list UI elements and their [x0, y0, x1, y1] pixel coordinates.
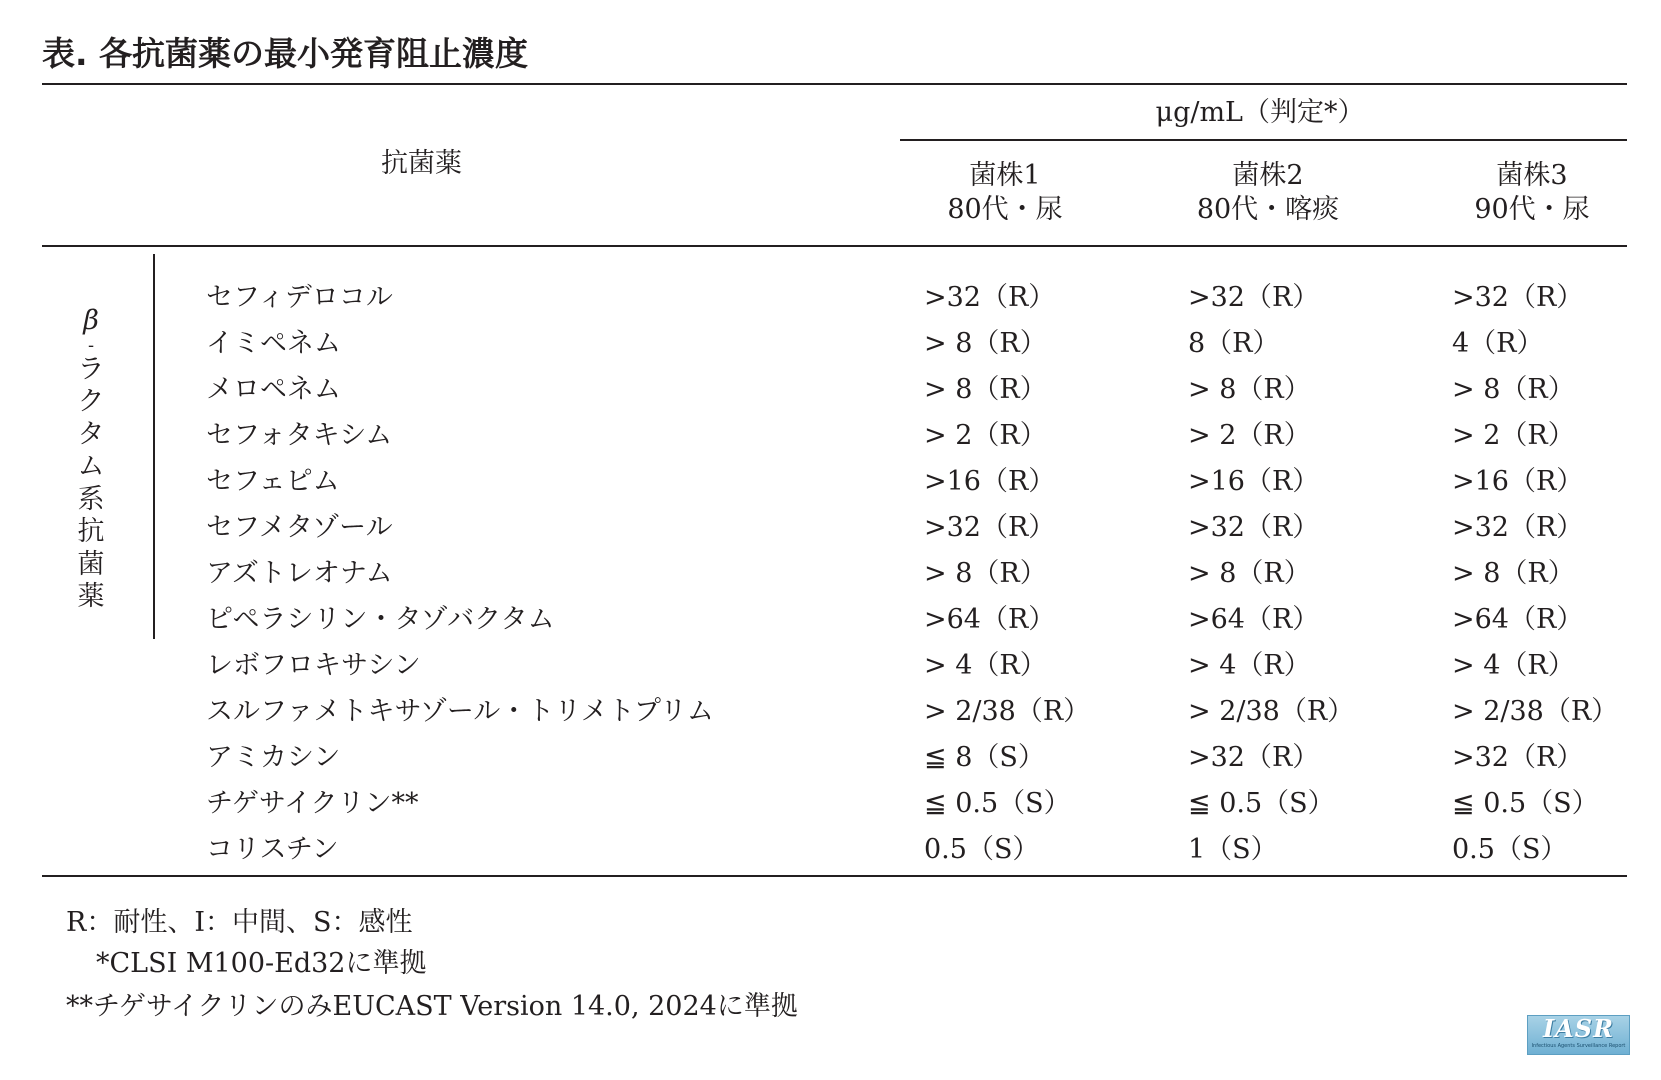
mic-value-strain-2: ≦ 0.5（S）	[1188, 788, 1335, 819]
table-row	[0, 367, 1661, 413]
drug-name: レボフロキサシン	[206, 650, 421, 681]
mic-value-strain-2: >32（R）	[1188, 742, 1320, 773]
table-row	[0, 735, 1661, 781]
strain-2-name: 菌株2	[1232, 160, 1304, 191]
table-row	[0, 459, 1661, 505]
drug-name: アズトレオナム	[206, 558, 393, 589]
mic-value-strain-2: 8（R）	[1188, 328, 1280, 359]
table-row	[0, 505, 1661, 551]
drug-name: ピペラシリン・タゾバクタム	[206, 604, 555, 635]
unit-header: μg/mL（判定*）	[1155, 97, 1365, 128]
mic-value-strain-1: ≦ 8（S）	[924, 742, 1045, 773]
mic-value-strain-3: 4（R）	[1452, 328, 1544, 359]
table-row	[0, 597, 1661, 643]
mic-value-strain-1: >16（R）	[924, 466, 1056, 497]
table-row	[0, 413, 1661, 459]
mic-value-strain-1: >32（R）	[924, 512, 1056, 543]
mic-value-strain-3: > 2/38（R）	[1452, 696, 1619, 727]
mic-value-strain-3: >32（R）	[1452, 512, 1584, 543]
mic-value-strain-1: > 8（R）	[924, 374, 1047, 405]
mic-value-strain-3: 0.5（S）	[1452, 834, 1568, 865]
footnote-clsi: *CLSI M100-Ed32に準拠	[96, 948, 427, 979]
top-rule	[42, 83, 1627, 85]
table-row	[0, 275, 1661, 321]
mic-value-strain-1: >32（R）	[924, 282, 1056, 313]
mic-value-strain-3: >32（R）	[1452, 742, 1584, 773]
drug-name: セフェピム	[206, 466, 340, 497]
mic-value-strain-2: 1（S）	[1188, 834, 1278, 865]
drug-name: イミペネム	[206, 328, 341, 359]
unit-rule	[900, 139, 1627, 141]
mic-value-strain-1: 0.5（S）	[924, 834, 1040, 865]
table-row	[0, 643, 1661, 689]
footnote-eucast: **チゲサイクリンのみEUCAST Version 14.0, 2024に準拠	[66, 991, 798, 1022]
iasr-logo: IASR Infectious Agents Surveillance Report	[1527, 1015, 1630, 1055]
drug-name: メロペネム	[206, 374, 341, 405]
drug-name: コリスチン	[206, 834, 339, 865]
mic-value-strain-3: > 2（R）	[1452, 420, 1575, 451]
mic-value-strain-2: > 2（R）	[1188, 420, 1311, 451]
mic-value-strain-2: >16（R）	[1188, 466, 1320, 497]
mic-value-strain-1: ≦ 0.5（S）	[924, 788, 1071, 819]
mic-value-strain-3: > 8（R）	[1452, 374, 1575, 405]
strain-1-info: 80代・尿	[947, 194, 1063, 225]
table-row	[0, 781, 1661, 827]
mic-value-strain-3: >32（R）	[1452, 282, 1584, 313]
header-rule	[42, 245, 1627, 247]
drug-name: セフォタキシム	[206, 420, 393, 451]
mic-value-strain-3: ≦ 0.5（S）	[1452, 788, 1599, 819]
strain-2-info: 80代・喀痰	[1196, 194, 1340, 225]
table-row	[0, 827, 1661, 873]
table-title: 表. 各抗菌薬の最小発育阻止濃度	[42, 34, 529, 73]
drug-name: セフィデロコル	[206, 282, 393, 313]
legend-note: R：耐性、I：中間、S：感性	[66, 907, 413, 938]
mic-value-strain-2: >32（R）	[1188, 282, 1320, 313]
drug-column-header: 抗菌薬	[381, 148, 462, 179]
mic-value-strain-3: >16（R）	[1452, 466, 1584, 497]
mic-value-strain-1: > 2/38（R）	[924, 696, 1091, 727]
mic-value-strain-2: > 8（R）	[1188, 558, 1311, 589]
mic-value-strain-3: >64（R）	[1452, 604, 1584, 635]
mic-value-strain-2: >32（R）	[1188, 512, 1320, 543]
mic-value-strain-2: > 2/38（R）	[1188, 696, 1355, 727]
strain-3-info: 90代・尿	[1474, 194, 1590, 225]
mic-value-strain-3: > 8（R）	[1452, 558, 1575, 589]
bottom-rule	[42, 875, 1627, 877]
mic-value-strain-2: > 8（R）	[1188, 374, 1311, 405]
table-row	[0, 321, 1661, 367]
mic-value-strain-1: >64（R）	[924, 604, 1056, 635]
group-label-beta-lactam: β - ラ ク タ ム 系 抗 菌 薬	[77, 305, 105, 612]
table-row	[0, 551, 1661, 597]
mic-value-strain-1: > 8（R）	[924, 328, 1047, 359]
mic-value-strain-2: > 4（R）	[1188, 650, 1311, 681]
drug-name: チゲサイクリン**	[206, 788, 419, 819]
mic-value-strain-1: > 2（R）	[924, 420, 1047, 451]
drug-name: アミカシン	[206, 742, 341, 773]
mic-value-strain-2: >64（R）	[1188, 604, 1320, 635]
mic-value-strain-3: > 4（R）	[1452, 650, 1575, 681]
mic-value-strain-1: > 8（R）	[924, 558, 1047, 589]
strain-3-name: 菌株3	[1496, 160, 1568, 191]
drug-name: スルファメトキサゾール・トリメトプリム	[206, 696, 714, 727]
mic-value-strain-1: > 4（R）	[924, 650, 1047, 681]
table-row	[0, 689, 1661, 735]
drug-name: セフメタゾール	[206, 512, 393, 543]
strain-1-name: 菌株1	[969, 160, 1041, 191]
